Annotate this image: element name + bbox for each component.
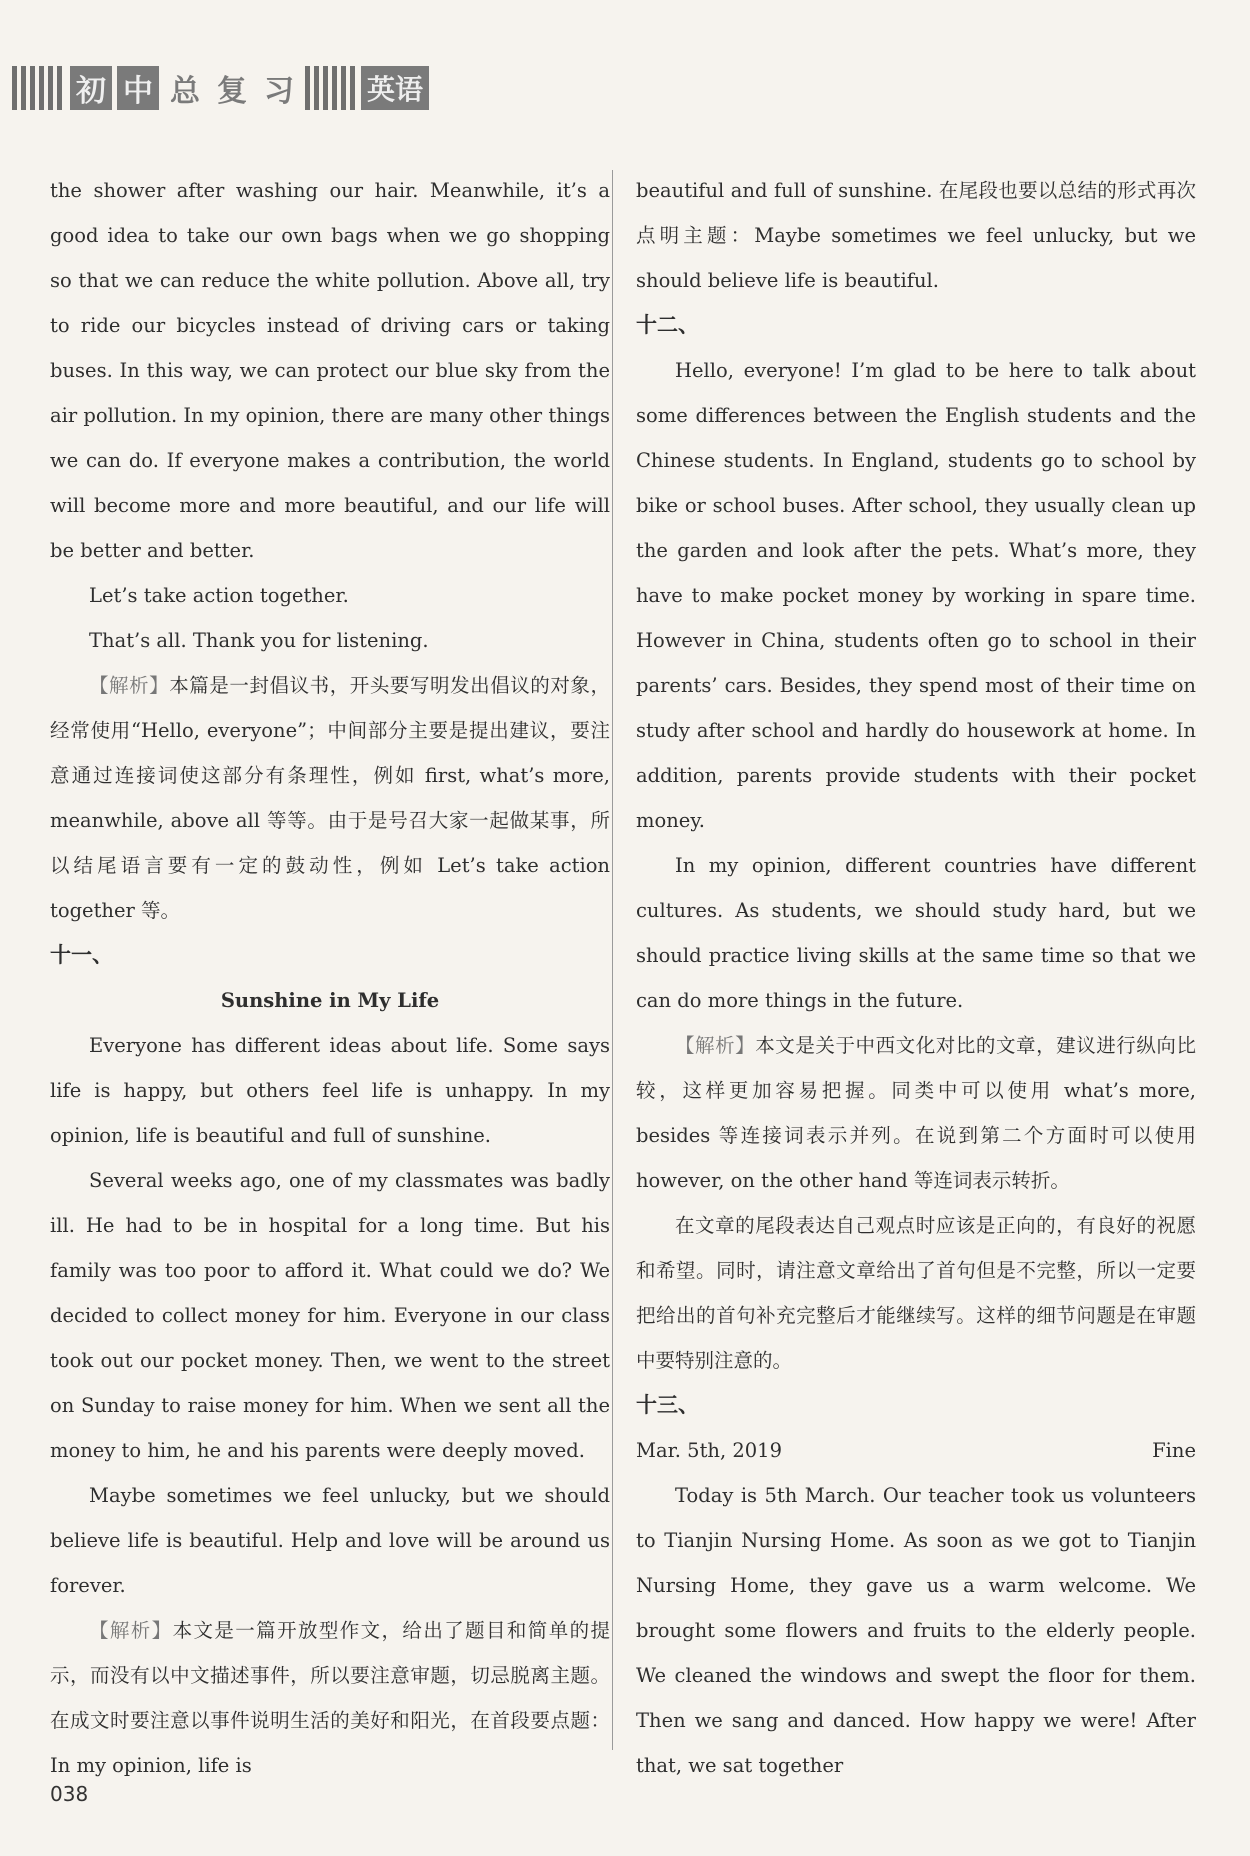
analysis-tag: 【解析】	[675, 1034, 756, 1057]
header-decoration-bars-2	[305, 66, 355, 110]
diary-date: Mar. 5th, 2019	[636, 1439, 782, 1462]
analysis-paragraph: 在文章的尾段表达自己观点时应该是正向的，有良好的祝愿和希望。同时，请注意文章给出了首句但是不完整，所以一定要把给出的首句补充完整后才能继续写。这样的细节问题是在审题中要特别注意的。	[636, 1214, 1196, 1372]
page-number: 038	[50, 1782, 89, 1806]
diary-paragraph: Today is 5th March. Our teacher took us volunteers to Tianjin Nursing Home. As soon as we got to Tianjin Nursing Home, they gave us a warm welcome. We brought some flowers and fruits to the elderly people. We cleaned the windows and swept the floor for them. Then we sang and danced. How happy we were! After that, we sat together	[636, 1484, 1196, 1777]
essay10-paragraph: the shower after washing our hair. Meanwhile, it’s a good idea to take our own bags when we go shopping so that we can reduce the white pollution. Above all, try to ride our bicycles instead of driving cars or taking buses. In this way, we can protect our blue sky from the air pollution. In my opinion, there are many other things we can do. If everyone makes a contribution, the world will become more and more beautiful, and our life will be better and better.	[50, 179, 610, 562]
analysis-text: 本文是一篇开放型作文，给出了题目和简单的提示，而没有以中文描述事件，所以要注意审题，切忌脱离主题。在成文时要注意以事件说明生活的美好和阳光，在首段要点题：In my opinion, life is	[50, 1619, 610, 1777]
analysis-paragraph	[50, 663, 610, 933]
right-column	[636, 168, 1196, 1788]
essay10-paragraph: That’s all. Thank you for listening.	[89, 629, 429, 652]
analysis-text: 本篇是一封倡议书，开头要写明发出倡议的对象，经常使用“Hello, everyone”；中间部分主要是提出建议，要注意通过连接词使这部分有条理性，例如 first, what’s more, meanwhile, above all 等等。由于是号召大家一起做某事，所以结尾语言要有一定的鼓动性，例如 Let’s take action together 等。	[50, 674, 610, 922]
diary-weather: Fine	[1152, 1439, 1196, 1462]
essay12-paragraph: Hello, everyone! I’m glad to be here to talk about some differences between the English students and the Chinese students. In England, students go to school by bike or school buses. After school, they usually clean up the garden and look after the pets. What’s more, they have to make pocket money by working in spare time. However in China, students often go to school in their parents’ cars. Besides, they spend most of their time on study after school and hardly do housework at home. In addition, parents provide students with their pocket money.	[636, 359, 1196, 832]
analysis-continuation: beautiful and full of sunshine. 在尾段也要以总结的形式再次点明主题：Maybe sometimes we feel unlucky, but we should believe life is beautiful.	[636, 179, 1196, 292]
essay-title: Sunshine in My Life	[220, 989, 440, 1012]
essay10-paragraph: Let’s take action together.	[89, 584, 349, 607]
header-char-2: 中	[117, 66, 159, 110]
essay11-paragraph: Maybe sometimes we feel unlucky, but we should believe life is beautiful. Help and love will be around us forever.	[50, 1484, 610, 1597]
essay11-paragraph: Several weeks ago, one of my classmates was badly ill. He had to be in hospital for a long time. But his family was too poor to afford it. What could we do? We decided to collect money for him. Everyone in our class took out our pocket money. Then, we went to the street on Sunday to raise money for him. When we sent all the money to him, he and his parents were deeply moved.	[50, 1169, 610, 1462]
section-heading-11: 十一、	[50, 943, 113, 967]
analysis-paragraph	[636, 1023, 1196, 1203]
diary-header	[636, 1428, 1196, 1473]
analysis-paragraph	[50, 1608, 610, 1788]
section-heading-13: 十三、	[636, 1393, 699, 1417]
header-char-3: 总	[170, 74, 200, 109]
analysis-tag: 【解析】	[89, 1619, 173, 1642]
header-subject: 英语	[361, 66, 429, 110]
header-char-1: 初	[70, 66, 112, 110]
essay11-paragraph: Everyone has different ideas about life. Some says life is happy, but others feel life is unhappy. In my opinion, life is beautiful and full of sunshine.	[50, 1034, 610, 1147]
page-header	[12, 60, 472, 116]
essay12-paragraph: In my opinion, different countries have different cultures. As students, we should study hard, but we should practice living skills at the same time so that we can do more things in the future.	[636, 854, 1196, 1012]
column-divider	[612, 170, 613, 1750]
left-column	[50, 168, 610, 1788]
analysis-tag: 【解析】	[89, 674, 170, 697]
header-decoration-bars	[12, 66, 62, 110]
header-char-5: 习	[264, 74, 294, 109]
analysis-text: 本文是关于中西文化对比的文章，建议进行纵向比较，这样更加容易把握。同类中可以使用 what’s more, besides 等连接词表示并列。在说到第二个方面时可以使用 however, on the other hand 等连词表示转折。	[636, 1034, 1196, 1192]
section-heading-12: 十二、	[636, 313, 699, 337]
header-char-4: 复	[217, 74, 247, 109]
